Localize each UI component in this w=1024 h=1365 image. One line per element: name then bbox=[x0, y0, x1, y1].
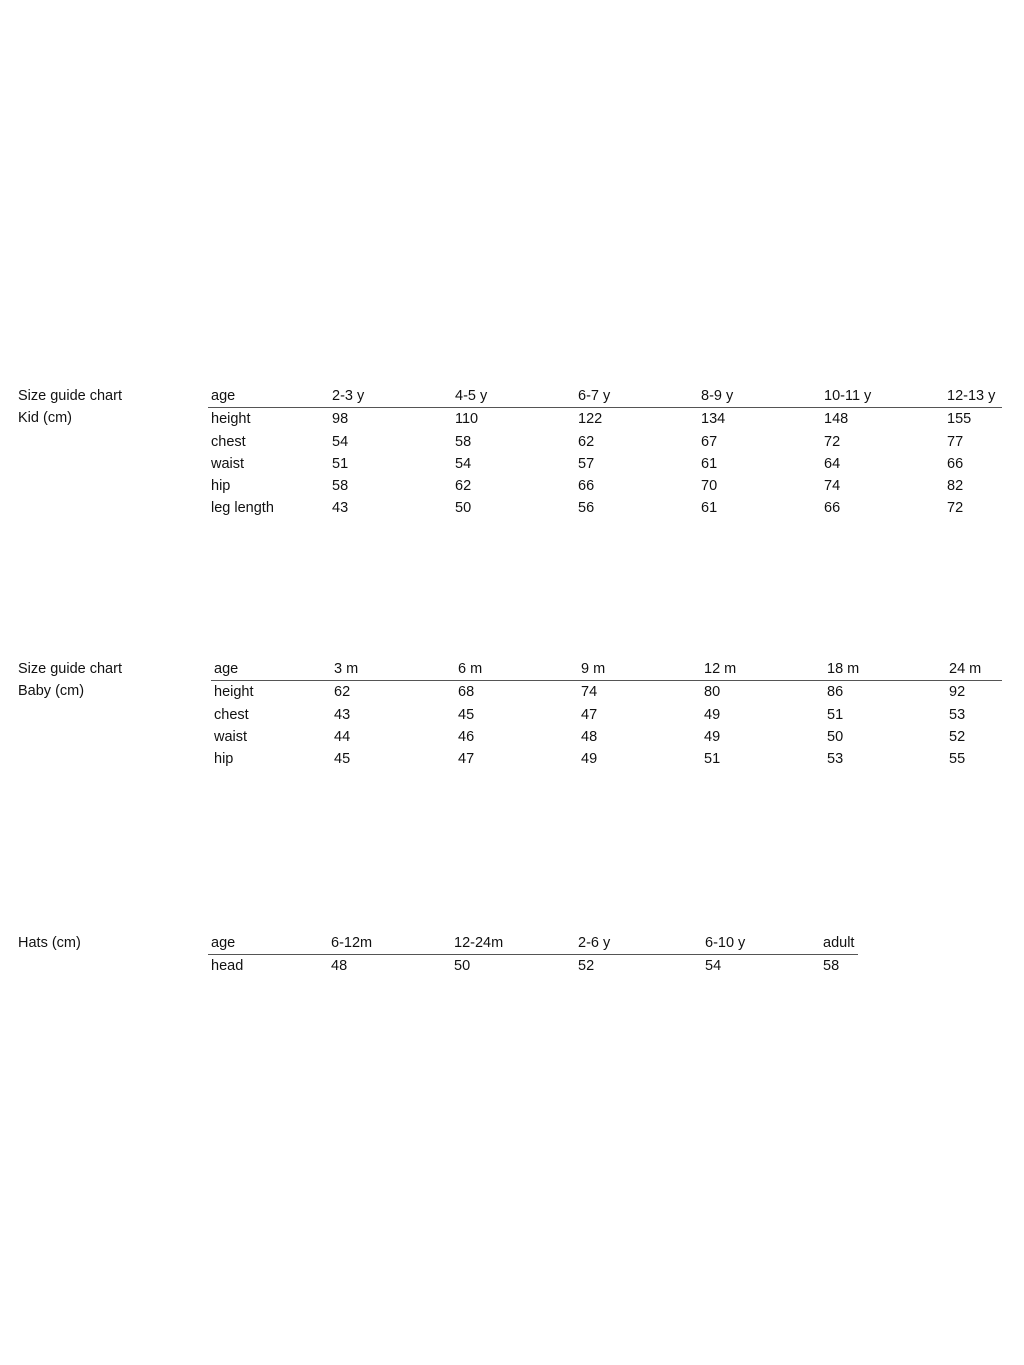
table-cell: 53 bbox=[827, 751, 844, 768]
header-cell: 12-13 y bbox=[947, 385, 1002, 408]
table-cell: 56 bbox=[578, 500, 595, 517]
table-cell: 80 bbox=[704, 684, 721, 701]
kid-table-header-row bbox=[208, 385, 1002, 408]
hats-table-header-row bbox=[208, 932, 858, 955]
header-cell: 2-3 y bbox=[332, 385, 455, 408]
table-row bbox=[208, 453, 1002, 475]
header-cell: 18 m bbox=[827, 658, 949, 681]
hats-chart-title bbox=[18, 932, 81, 954]
table-cell: 61 bbox=[701, 500, 718, 517]
row-label: height bbox=[214, 684, 254, 701]
header-cell: 10-11 y bbox=[824, 385, 947, 408]
table-cell: 66 bbox=[947, 455, 964, 472]
table-cell: 74 bbox=[824, 478, 841, 495]
table-cell: 61 bbox=[701, 455, 718, 472]
table-cell: 66 bbox=[578, 478, 595, 495]
header-cell: 4-5 y bbox=[455, 385, 578, 408]
table-cell: 47 bbox=[458, 751, 475, 768]
table-cell: 51 bbox=[827, 706, 844, 723]
header-cell: age bbox=[208, 385, 332, 408]
baby-chart-title-line2: Baby (cm) bbox=[18, 683, 85, 700]
table-cell: 53 bbox=[949, 706, 966, 723]
table-cell: 58 bbox=[455, 433, 472, 450]
table-cell: 66 bbox=[824, 500, 841, 517]
header-cell: 6 m bbox=[458, 658, 581, 681]
table-cell: 48 bbox=[331, 958, 348, 975]
table-cell: 52 bbox=[949, 728, 966, 745]
table-cell: 49 bbox=[704, 706, 721, 723]
table-cell: 110 bbox=[455, 411, 479, 428]
table-cell: 64 bbox=[824, 455, 841, 472]
table-cell: 52 bbox=[578, 958, 595, 975]
table-cell: 92 bbox=[949, 684, 966, 701]
table-cell: 47 bbox=[581, 706, 598, 723]
header-cell: 6-7 y bbox=[578, 385, 701, 408]
table-cell: 50 bbox=[454, 958, 471, 975]
table-cell: 77 bbox=[947, 433, 964, 450]
header-cell: age bbox=[211, 658, 334, 681]
row-label: height bbox=[211, 411, 251, 428]
row-label: waist bbox=[211, 455, 245, 472]
table-row bbox=[208, 408, 1002, 431]
header-cell: 2-6 y bbox=[578, 932, 705, 955]
table-cell: 70 bbox=[701, 478, 718, 495]
table-cell: 58 bbox=[332, 478, 349, 495]
row-label: chest bbox=[211, 433, 246, 450]
kid-size-table bbox=[208, 385, 1002, 520]
table-cell: 55 bbox=[949, 751, 966, 768]
header-cell: 8-9 y bbox=[701, 385, 824, 408]
hats-size-table bbox=[208, 932, 858, 978]
row-label: waist bbox=[214, 728, 248, 745]
table-cell: 74 bbox=[581, 684, 598, 701]
header-cell: 9 m bbox=[581, 658, 704, 681]
header-cell: 3 m bbox=[334, 658, 458, 681]
header-cell: 12-24m bbox=[454, 932, 578, 955]
baby-chart-title-line1: Size guide chart bbox=[18, 661, 122, 677]
table-cell: 50 bbox=[455, 500, 472, 517]
table-cell: 122 bbox=[578, 411, 603, 428]
header-cell: 24 m bbox=[949, 658, 1002, 681]
table-cell: 51 bbox=[704, 751, 721, 768]
table-cell: 86 bbox=[827, 684, 844, 701]
table-cell: 134 bbox=[701, 411, 726, 428]
table-cell: 46 bbox=[458, 728, 475, 745]
row-label: hip bbox=[211, 478, 231, 495]
table-cell: 44 bbox=[334, 728, 351, 745]
table-cell: 48 bbox=[581, 728, 598, 745]
table-row bbox=[211, 726, 1002, 748]
table-cell: 67 bbox=[701, 433, 718, 450]
table-cell: 54 bbox=[455, 455, 472, 472]
table-cell: 155 bbox=[947, 411, 972, 428]
table-cell: 54 bbox=[332, 433, 349, 450]
table-cell: 72 bbox=[947, 500, 964, 517]
header-cell: 6-10 y bbox=[705, 932, 823, 955]
hats-chart-title-line1: Hats (cm) bbox=[18, 935, 81, 951]
table-row bbox=[208, 497, 1002, 519]
table-cell: 72 bbox=[824, 433, 841, 450]
table-cell: 57 bbox=[578, 455, 595, 472]
table-cell: 43 bbox=[334, 706, 351, 723]
table-cell: 68 bbox=[458, 684, 475, 701]
table-cell: 62 bbox=[455, 478, 472, 495]
table-cell: 82 bbox=[947, 478, 964, 495]
baby-chart-title bbox=[18, 658, 122, 703]
table-cell: 54 bbox=[705, 958, 722, 975]
row-label: hip bbox=[214, 751, 234, 768]
table-cell: 51 bbox=[332, 455, 349, 472]
table-cell: 98 bbox=[332, 411, 349, 428]
baby-size-table bbox=[211, 658, 1002, 770]
table-cell: 43 bbox=[332, 500, 349, 517]
table-row bbox=[211, 681, 1002, 704]
table-cell: 62 bbox=[334, 684, 351, 701]
header-cell: age bbox=[208, 932, 331, 955]
kid-chart-title-line2: Kid (cm) bbox=[18, 410, 72, 427]
row-label: leg length bbox=[211, 500, 274, 517]
table-cell: 148 bbox=[824, 411, 849, 428]
kid-chart-title bbox=[18, 385, 122, 430]
baby-table-header-row bbox=[211, 658, 1002, 681]
table-row bbox=[211, 748, 1002, 770]
table-cell: 45 bbox=[458, 706, 475, 723]
header-cell: adult bbox=[823, 932, 858, 955]
header-cell: 6-12m bbox=[331, 932, 454, 955]
table-cell: 62 bbox=[578, 433, 595, 450]
row-label: chest bbox=[214, 706, 249, 723]
table-row bbox=[208, 955, 858, 978]
table-cell: 45 bbox=[334, 751, 351, 768]
table-cell: 49 bbox=[581, 751, 598, 768]
table-row bbox=[208, 431, 1002, 453]
row-label: head bbox=[211, 958, 244, 975]
table-cell: 58 bbox=[823, 958, 840, 975]
table-row bbox=[208, 475, 1002, 497]
header-cell: 12 m bbox=[704, 658, 827, 681]
kid-chart-title-line1: Size guide chart bbox=[18, 388, 122, 404]
table-row bbox=[211, 704, 1002, 726]
table-cell: 50 bbox=[827, 728, 844, 745]
table-cell: 49 bbox=[704, 728, 721, 745]
